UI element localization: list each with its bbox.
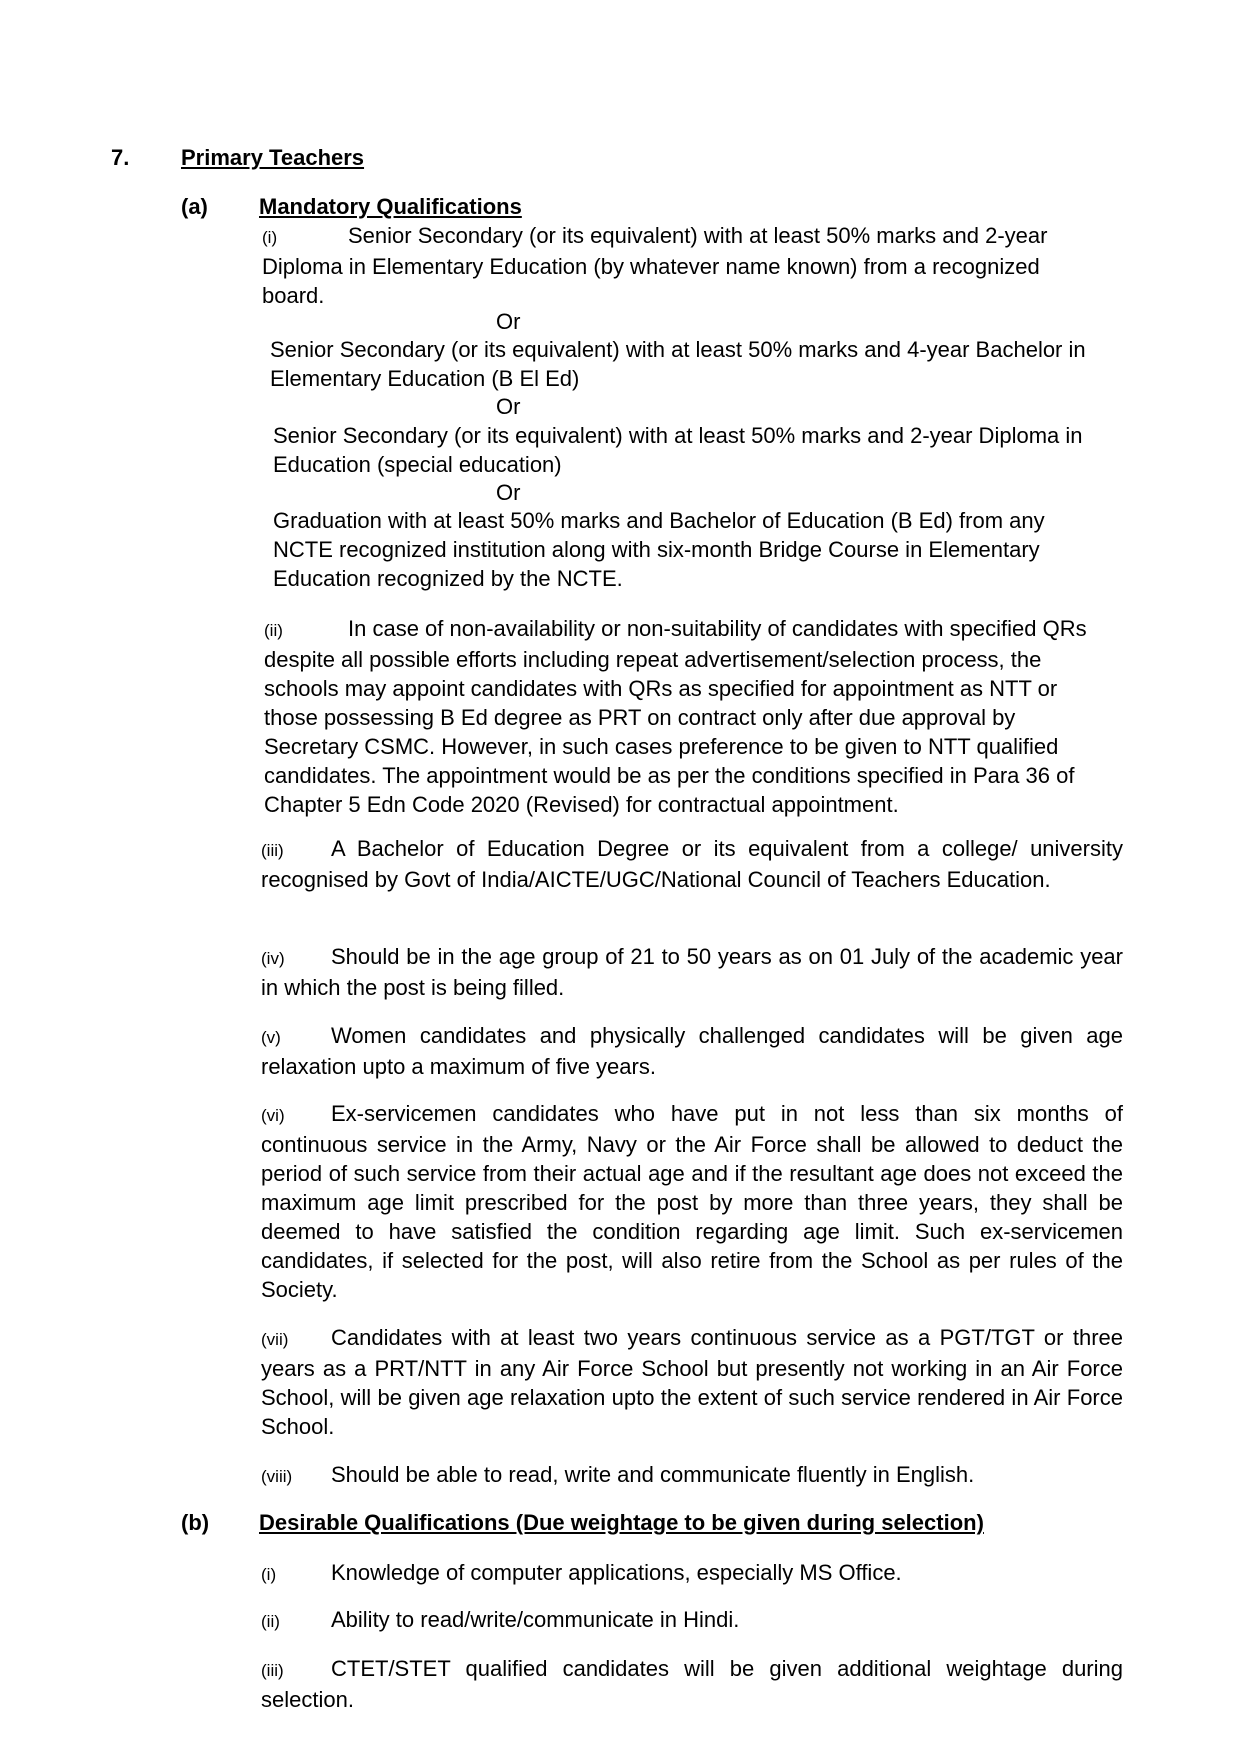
desirable-item-iii: (iii) CTET/STET qualified candidates will be given additional weightage during selection. (261, 1656, 1123, 1712)
subsection-a-label: (a) (181, 194, 208, 219)
or-separator: Or (496, 480, 521, 505)
mandatory-item-i: (i) Senior Secondary (or its equivalent) with at least 50% marks and 2-year Diploma in Elementary Education (by whatever name known) from a recognized board. (262, 223, 1048, 308)
mandatory-title: Mandatory Qualifications (259, 194, 522, 219)
roman-numeral: (vi) (261, 1106, 285, 1125)
mandatory-item-vii: (vii) Candidates with at least two years continuous service as a PGT/TGT or three years as a PRT/NTT in any Air Force School but presently not working in an Air Force School, will be given age relaxation upto the extent of such service rendered in Air Force School. (261, 1325, 1123, 1439)
mandatory-item-iv: (iv) Should be in the age group of 21 to 50 years as on 01 July of the academic year in which the post is being filled. (261, 944, 1123, 1000)
mandatory-alternative-3: Graduation with at least 50% marks and Bachelor of Education (B Ed) from any NCTE recognized institution along with six-month Bridge Course in Elementary Education recognized by the NCTE. (273, 508, 1045, 591)
section-number: 7. (111, 145, 130, 170)
subsection-b-label: (b) (181, 1510, 210, 1535)
mandatory-alternative-1: Senior Secondary (or its equivalent) with at least 50% marks and 4-year Bachelor in Elementary Education (B El Ed) (270, 337, 1086, 391)
mandatory-item-viii: (viii) Should be able to read, write and communicate fluently in English. (261, 1460, 1123, 1491)
mandatory-item-vi: (vi) Ex-servicemen candidates who have put in not less than six months of continuous service in the Army, Navy or the Air Force shall be allowed to deduct the period of such service from their actual age and if the resultant age does not exceed the maximum age limit prescribed for the post by more than three years, they shall be deemed to have satisfied the condition regarding age limit. Such ex-servicemen candidates, if selected for the post, will also retire from the School as per rules of the Society. (261, 1101, 1123, 1302)
roman-numeral: (viii) (261, 1467, 293, 1486)
roman-numeral: (ii) (264, 621, 283, 640)
roman-numeral: (iii) (261, 841, 284, 860)
or-separator: Or (496, 309, 521, 334)
mandatory-item-ii: (ii) In case of non-availability or non-suitability of candidates with specified QRs despite all possible efforts including repeat advertisement/selection process, the schools may appoint candidates with QRs as specified for appointment as NTT or those possessing B Ed degree as PRT on contract only after due approval by Secretary CSMC. However, in such cases preference to be given to NTT qualified candidates. The appointment would be as per the conditions specified in Para 36 of Chapter 5 Edn Code 2020 (Revised) for contractual appointment. (264, 616, 1087, 817)
desirable-item-ii: (ii) Ability to read/write/communicate in Hindi. (261, 1605, 1123, 1636)
or-separator: Or (496, 394, 521, 419)
desirable-item-i: (i) Knowledge of computer applications, especially MS Office. (261, 1558, 1123, 1589)
roman-numeral: (vii) (261, 1330, 289, 1349)
roman-numeral: (i) (262, 228, 278, 247)
roman-numeral: (i) (261, 1565, 277, 1584)
roman-numeral: (ii) (261, 1612, 280, 1631)
section-title: Primary Teachers (181, 145, 365, 170)
mandatory-alternative-2: Senior Secondary (or its equivalent) with at least 50% marks and 2-year Diploma in Education (special education) (273, 423, 1083, 477)
desirable-title: Desirable Qualifications (Due weightage to be given during selection) (259, 1510, 984, 1535)
roman-numeral: (v) (261, 1028, 281, 1047)
mandatory-item-v: (v) Women candidates and physically challenged candidates will be given age relaxation upto a maximum of five years. (261, 1023, 1123, 1079)
roman-numeral: (iii) (261, 1661, 284, 1680)
mandatory-item-iii: (iii) A Bachelor of Education Degree or its equivalent from a college/ university recognised by Govt of India/AICTE/UGC/National Council of Teachers Education. (261, 836, 1123, 892)
roman-numeral: (iv) (261, 949, 285, 968)
